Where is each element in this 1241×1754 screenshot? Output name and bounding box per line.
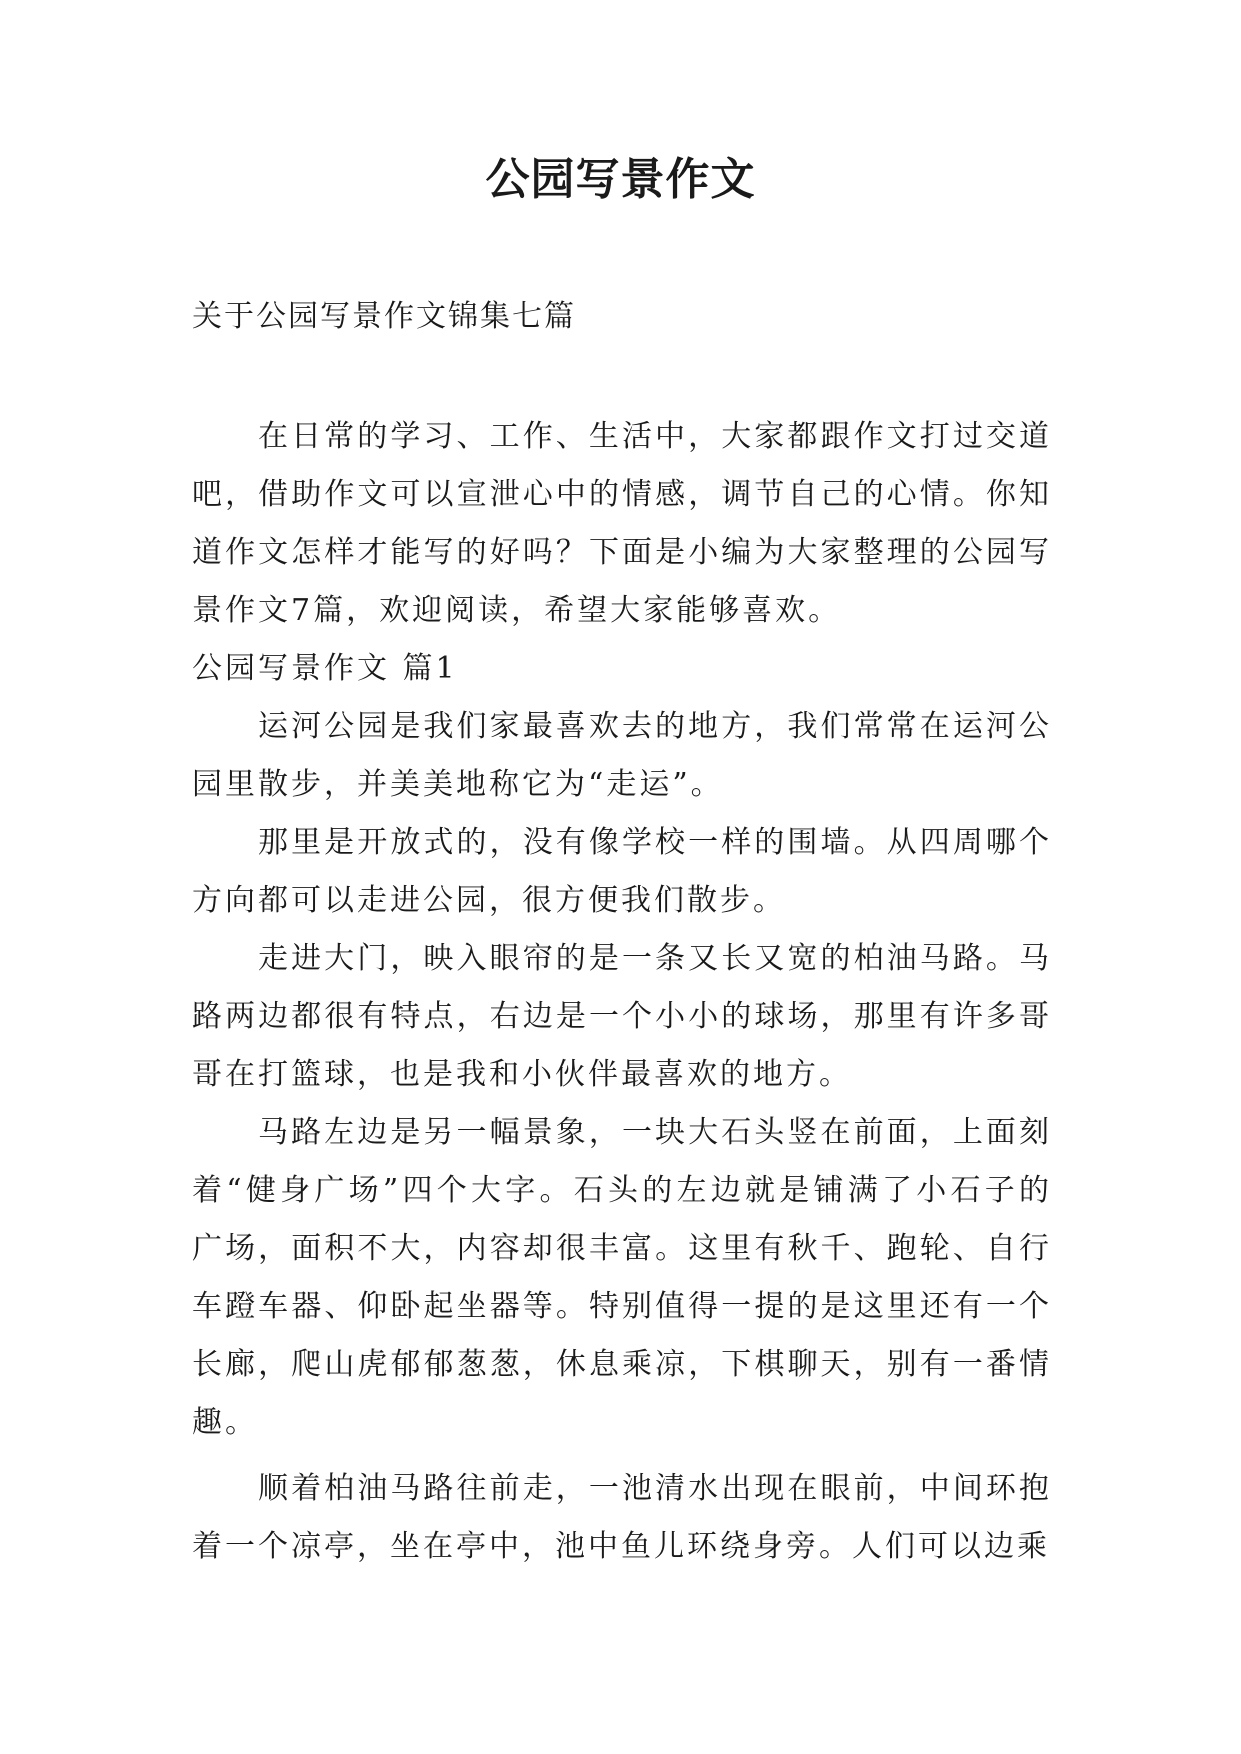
body-paragraph: 顺着柏油马路往前走，一池清水出现在眼前，中间环抱着一个凉亭，坐在亭中，池中鱼儿环绕身旁。人们可以边乘 bbox=[192, 1471, 1052, 1564]
section-heading: 公园写景作文 篇1 bbox=[192, 651, 458, 686]
body-paragraph: 那里是开放式的，没有像学校一样的围墙。从四周哪个方向都可以走进公园，很方便我们散步。 bbox=[192, 825, 1052, 918]
document-subtitle: 关于公园写景作文锦集七篇 bbox=[192, 299, 576, 334]
body-paragraph: 马路左边是另一幅景象，一块大石头竖在前面，上面刻着“健身广场”四个大字。石头的左边就是铺满了小石子的广场，面积不大，内容却很丰富。这里有秋千、跑轮、自行车蹬车器、仰卧起坐器等。特别值得一提的是这里还有一个长廊，爬山虎郁郁葱葱，休息乘凉，下棋聊天，别有一番情趣。 bbox=[192, 1115, 1052, 1440]
document-body bbox=[192, 408, 1052, 1576]
intro-paragraph: 在日常的学习、工作、生活中，大家都跟作文打过交道吧，借助作文可以宣泄心中的情感，调节自己的心情。你知道作文怎样才能写的好吗？下面是小编为大家整理的公园写景作文7篇，欢迎阅读，希望大家能够喜欢。 bbox=[192, 419, 1052, 628]
body-paragraph: 走进大门，映入眼帘的是一条又长又宽的柏油马路。马路两边都很有特点，右边是一个小小的球场，那里有许多哥哥在打篮球，也是我和小伙伴最喜欢的地方。 bbox=[192, 941, 1052, 1092]
document-title: 公园写景作文 bbox=[485, 154, 756, 205]
body-paragraph: 运河公园是我们家最喜欢去的地方，我们常常在运河公园里散步，并美美地称它为“走运”。 bbox=[192, 709, 1052, 802]
